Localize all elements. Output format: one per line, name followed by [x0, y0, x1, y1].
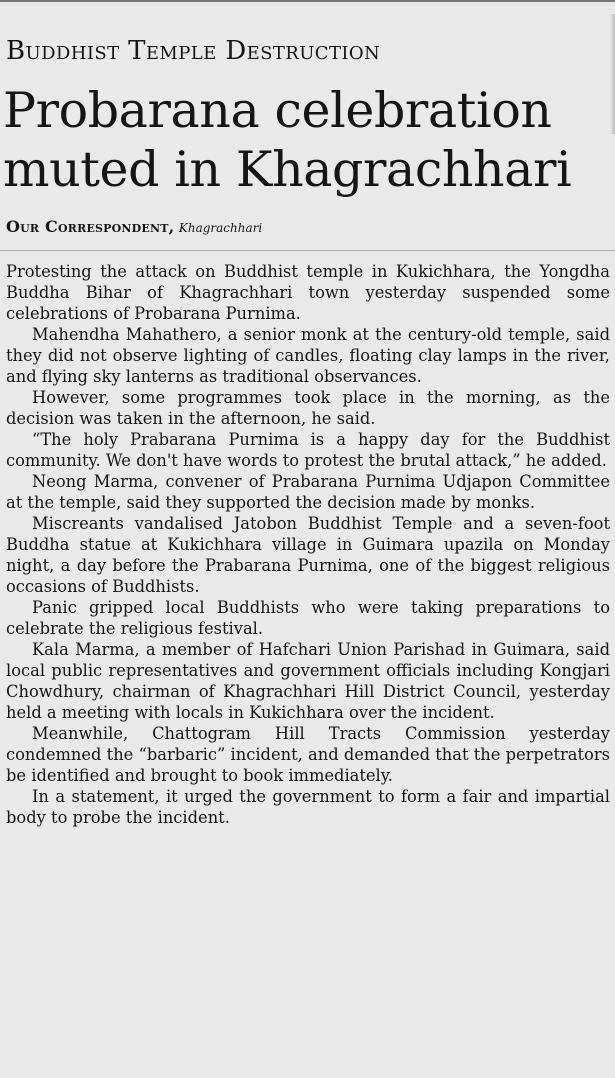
article-body: [6, 261, 610, 828]
article-paragraph: Panic gripped local Buddhists who were taking preparations to celebrate the religious festival.: [6, 598, 610, 638]
article-byline: [6, 217, 262, 238]
article-paragraph: Meanwhile, Chattogram Hill Tracts Commission yesterday condemned the “barbaric” incident, and demanded that the perpetrators be identified and brought to book immediately.: [6, 724, 610, 785]
article-paragraph: Mahendha Mahathero, a senior monk at the century-old temple, said they did not observe lighting of candles, floating clay lamps in the river, and flying sky lanterns as traditional observances.: [6, 325, 610, 386]
article-paragraph: However, some programmes took place in the morning, as the decision was taken in the afternoon, he said.: [6, 388, 610, 428]
article-headline: Probarana celebration muted in Khagrachhari: [3, 82, 572, 198]
byline-divider: [0, 250, 615, 251]
article-paragraph: Neong Marma, convener of Prabarana Purnima Udjapon Committee at the temple, said they supported the decision made by monks.: [6, 472, 610, 512]
article-paragraph: In a statement, it urged the government to form a fair and impartial body to probe the incident.: [6, 787, 610, 827]
article-paragraph: Protesting the attack on Buddhist temple in Kukichhara, the Yongdha Buddha Bihar of Khagrachhari town yesterday suspended some celebrations of Probarana Purnima.: [6, 262, 610, 323]
byline-place: Khagrachhari: [178, 221, 263, 235]
article-kicker: Buddhist Temple Destruction: [6, 36, 381, 66]
article-paragraph: Kala Marma, a member of Hafchari Union Parishad in Guimara, said local public representatives and government officials including Kongjari Chowdhury, chairman of Khagrachhari Hill District Council, yesterday held a meeting with locals in Kukichhara over the incident.: [6, 640, 610, 722]
byline-author: Our Correspondent,: [6, 217, 175, 236]
article-paragraph: Miscreants vandalised Jatobon Buddhist Temple and a seven-foot Buddha statue at Kukichhara village in Guimara upazila on Monday night, a day before the Prabarana Purnima, one of the biggest religious occasions of Buddhists.: [6, 514, 610, 596]
article-paragraph: “The holy Prabarana Purnima is a happy day for the Buddhist community. We don't have words to protest the brutal attack,” he added.: [6, 430, 610, 470]
